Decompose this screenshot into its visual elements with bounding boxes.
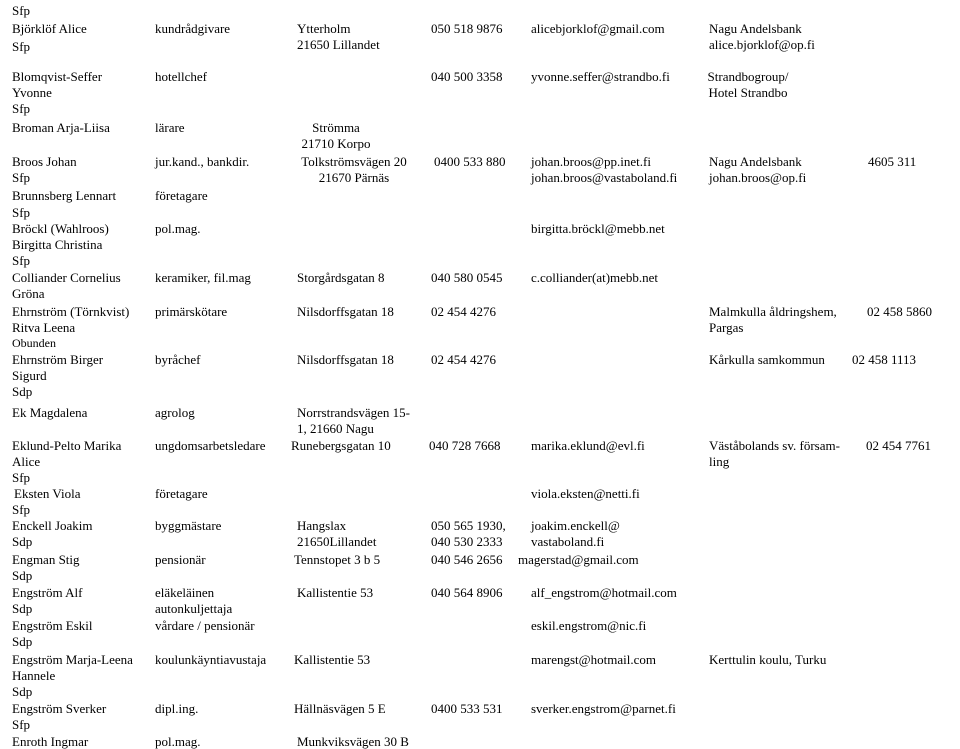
employer: Kerttulin koulu, Turku bbox=[709, 652, 827, 667]
person-name: Engström Eskil bbox=[12, 618, 93, 633]
person-title: ungdomsarbetsledare bbox=[155, 438, 266, 453]
phone-line-2: 040 530 2333 bbox=[431, 534, 503, 549]
person-name: Broman Arja-Liisa bbox=[12, 120, 110, 135]
email: sverker.engstrom@parnet.fi bbox=[531, 701, 676, 716]
email-line-1: johan.broos@pp.inet.fi bbox=[531, 154, 651, 169]
address: Nilsdorffsgatan 18 bbox=[297, 352, 394, 367]
party-label: Sfp bbox=[12, 717, 31, 732]
email: alf_engstrom@hotmail.com bbox=[531, 585, 677, 600]
phone: 040 728 7668 bbox=[429, 438, 501, 453]
party-label: Sfp bbox=[12, 253, 31, 268]
email: viola.eksten@netti.fi bbox=[531, 486, 640, 501]
employer-line-2: ling bbox=[709, 454, 730, 469]
person-name-cont: Ritva Leena bbox=[12, 320, 76, 335]
person-name: Eklund-Pelto Marika bbox=[12, 438, 122, 453]
phone: 0400 533 531 bbox=[431, 701, 503, 716]
person-name: Ehrnström (Törnkvist) bbox=[12, 304, 130, 319]
address: Storgårdsgatan 8 bbox=[297, 270, 385, 285]
person-name: Engman Stig bbox=[12, 552, 80, 567]
person-title: jur.kand., bankdir. bbox=[155, 154, 250, 169]
person-name-cont: Sigurd bbox=[12, 368, 47, 383]
person-title: primärskötare bbox=[155, 304, 228, 319]
phone: 040 546 2656 bbox=[431, 552, 503, 567]
phone: 040 580 0545 bbox=[431, 270, 503, 285]
party-header: Sfp bbox=[12, 3, 31, 18]
employer-line-2: alice.bjorklof@op.fi bbox=[709, 37, 815, 52]
address: Nilsdorffsgatan 18 bbox=[297, 304, 394, 319]
phone: 040 500 3358 bbox=[431, 69, 503, 84]
person-name: Broos Johan bbox=[12, 154, 77, 169]
person-name-cont: Yvonne bbox=[12, 85, 52, 100]
party-label: Sfp bbox=[12, 205, 31, 220]
employer-line-1: Nagu Andelsbank bbox=[709, 21, 802, 36]
person-name-cont: Hannele bbox=[12, 668, 56, 683]
email: alicebjorklof@gmail.com bbox=[531, 21, 665, 36]
person-name: Colliander Cornelius bbox=[12, 270, 121, 285]
person-title: pensionär bbox=[155, 552, 206, 567]
person-name: Bröckl (Wahlroos) bbox=[12, 221, 109, 236]
person-name: Enckell Joakim bbox=[12, 518, 93, 533]
person-title: koulunkäyntiavustaja bbox=[155, 652, 267, 667]
address-line-2: 21710 Korpo bbox=[301, 136, 371, 151]
email: c.colliander(at)mebb.net bbox=[531, 270, 659, 285]
person-title: pol.mag. bbox=[155, 734, 201, 749]
person-title: agrolog bbox=[155, 405, 195, 420]
person-name-cont: Birgitta Christina bbox=[12, 237, 103, 252]
party-label: Obunden bbox=[12, 336, 56, 350]
person-name: Brunnsberg Lennart bbox=[12, 188, 117, 203]
phone-line-1: 050 565 1930, bbox=[431, 518, 506, 533]
work-phone: 4605 311 bbox=[868, 154, 917, 169]
person-title: kundrådgivare bbox=[155, 21, 231, 36]
person-title: företagare bbox=[155, 188, 208, 203]
employer: Kårkulla samkommun bbox=[709, 352, 825, 367]
work-phone: 02 458 1113 bbox=[852, 352, 917, 367]
person-name: Engström Marja-Leena bbox=[12, 652, 133, 667]
person-title: byggmästare bbox=[155, 518, 222, 533]
party-label: Sfp bbox=[12, 39, 31, 54]
work-phone: 02 458 5860 bbox=[867, 304, 932, 319]
person-name: Eksten Viola bbox=[14, 486, 81, 501]
party-label: Sdp bbox=[12, 384, 33, 399]
employer-line-2: Pargas bbox=[709, 320, 744, 335]
party-label: Sfp bbox=[12, 101, 31, 116]
person-title: lärare bbox=[155, 120, 185, 135]
address-line-2: 21650Lillandet bbox=[297, 534, 377, 549]
person-title: företagare bbox=[155, 486, 208, 501]
party-label: Sfp bbox=[12, 470, 31, 485]
employer-line-2: Hotel Strandbo bbox=[708, 85, 788, 100]
phone: 0400 533 880 bbox=[434, 154, 506, 169]
address-line-1: Hangslax bbox=[297, 518, 347, 533]
address: Kallistentie 53 bbox=[297, 585, 374, 600]
phone: 02 454 4276 bbox=[431, 304, 496, 319]
party-label: Sdp bbox=[12, 684, 33, 699]
email-line-2: johan.broos@vastaboland.fi bbox=[531, 170, 678, 185]
person-title: vårdare / pensionär bbox=[155, 618, 255, 633]
person-name: Engström Alf bbox=[12, 585, 83, 600]
address-line-1: Strömma bbox=[312, 120, 360, 135]
person-title: pol.mag. bbox=[155, 221, 201, 236]
phone: 02 454 4276 bbox=[431, 352, 496, 367]
person-title-cont: autonkuljettaja bbox=[155, 601, 233, 616]
person-name: Blomqvist-Seffer bbox=[12, 69, 103, 84]
address-line-1: Tolkströmsvägen 20 bbox=[301, 154, 407, 169]
party-label: Sfp bbox=[12, 502, 31, 517]
employer-line-1: Malmkulla åldringshem, bbox=[709, 304, 837, 319]
address-line-2: 21650 Lillandet bbox=[297, 37, 380, 52]
person-name: Engström Sverker bbox=[12, 701, 107, 716]
person-name: Enroth Ingmar bbox=[12, 734, 89, 749]
email-line-1: joakim.enckell@ bbox=[531, 518, 620, 533]
phone: 040 564 8906 bbox=[431, 585, 503, 600]
person-name: Björklöf Alice bbox=[12, 21, 87, 36]
work-phone: 02 454 7761 bbox=[866, 438, 931, 453]
email: yvonne.seffer@strandbo.fi bbox=[531, 69, 670, 84]
party-label: Sfp bbox=[12, 170, 31, 185]
person-title: eläkeläinen bbox=[155, 585, 215, 600]
employer-line-1: Nagu Andelsbank bbox=[709, 154, 802, 169]
party-label: Sdp bbox=[12, 568, 33, 583]
person-title: keramiker, fil.mag bbox=[155, 270, 251, 285]
person-name: Ek Magdalena bbox=[12, 405, 88, 420]
address: Kallistentie 53 bbox=[294, 652, 371, 667]
address-line-2: 21670 Pärnäs bbox=[318, 170, 390, 185]
address-line-2: 1, 21660 Nagu bbox=[297, 421, 374, 436]
party-label: Sdp bbox=[12, 634, 33, 649]
person-title: hotellchef bbox=[155, 69, 207, 84]
employer-line-1: Strandbogroup/ bbox=[707, 69, 789, 84]
email: marika.eklund@evl.fi bbox=[531, 438, 645, 453]
email: birgitta.bröckl@mebb.net bbox=[531, 221, 665, 236]
person-title: byråchef bbox=[155, 352, 201, 367]
email: eskil.engstrom@nic.fi bbox=[531, 618, 647, 633]
email-line-2: vastaboland.fi bbox=[531, 534, 605, 549]
phone: 050 518 9876 bbox=[431, 21, 503, 36]
party-label: Sdp bbox=[12, 601, 33, 616]
address: Munkviksvägen 30 B bbox=[297, 734, 409, 749]
party-label: Gröna bbox=[12, 286, 45, 301]
email: magerstad@gmail.com bbox=[518, 552, 639, 567]
person-name: Ehrnström Birger bbox=[12, 352, 104, 367]
party-label: Sdp bbox=[12, 534, 33, 549]
person-name-cont: Alice bbox=[12, 454, 41, 469]
employer-line-1: Väståbolands sv. försam- bbox=[709, 438, 840, 453]
address: Tennstopet 3 b 5 bbox=[294, 552, 381, 567]
employer-line-2: johan.broos@op.fi bbox=[709, 170, 807, 185]
address: Hällnäsvägen 5 E bbox=[294, 701, 386, 716]
address-line-1: Norrstrandsvägen 15- bbox=[297, 405, 410, 420]
address: Runebergsgatan 10 bbox=[291, 438, 391, 453]
address-line-1: Ytterholm bbox=[297, 21, 351, 36]
email: marengst@hotmail.com bbox=[531, 652, 656, 667]
person-title: dipl.ing. bbox=[155, 701, 199, 716]
